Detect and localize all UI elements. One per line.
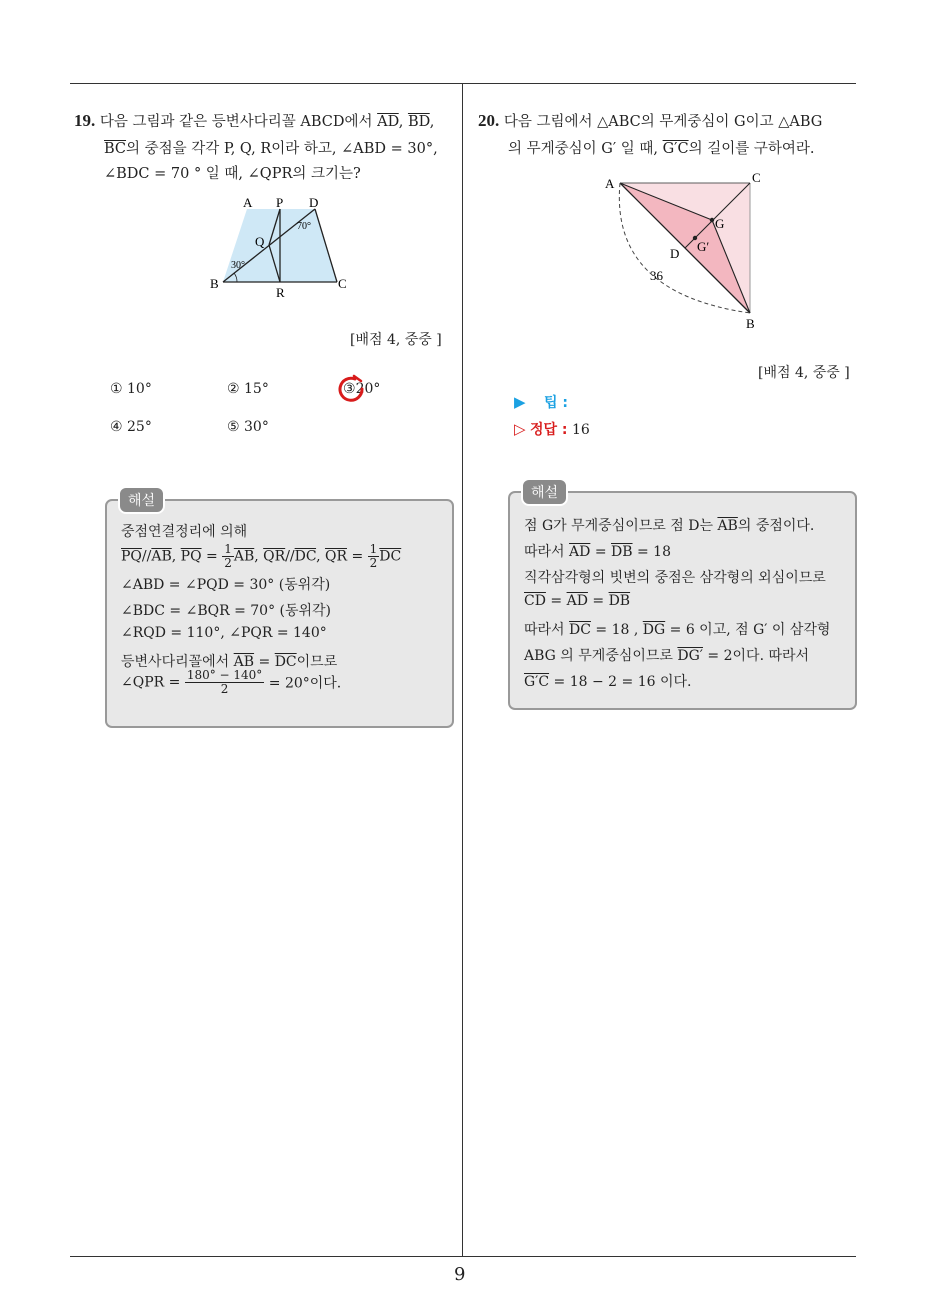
- tip-arrow-icon: ▶: [514, 393, 526, 411]
- label-length-36: 36: [650, 268, 663, 283]
- label-angle-30: 30°: [231, 260, 245, 271]
- label-b: B: [210, 276, 219, 291]
- q19-solution-box: 중점연결정리에 의해 $\overline{PQ}//\overline{AB}$, $\overline{PQ}$ = $\frac{1}{2}$ $\overline{AB}$, $\overline{QR}//\overline{DC}$, $\overline{QR}$ = $\frac{1}{2}$ $\overline{DC}$ ∠ABD = ∠PQD = 30° (동위각) ∠BDC = ∠BQR = 70° (동위각) ∠RQD = 110°, ∠PQR = 140° 등변사다리꼴에서 $\overline{AB} = \overline{DC}$이므로 ∠QPR = $\frac{180^\circ - 140^\circ}{2}$ = 20°이다.: [105, 499, 454, 728]
- q19-score: [배점 4, 중중 ]: [350, 332, 442, 348]
- q20-score: [배점 4, 중중 ]: [758, 365, 850, 381]
- q20-solution-tag: 해설: [521, 478, 568, 506]
- label-d: D: [670, 246, 680, 261]
- label-p: P: [276, 195, 284, 210]
- q20-number: 20.: [478, 111, 500, 130]
- label-d: D: [309, 195, 319, 210]
- choice-2[interactable]: ② 15°: [227, 381, 269, 397]
- label-q: Q: [255, 234, 265, 249]
- answer-arrow-icon: ▷: [514, 420, 526, 438]
- q20-triangle-figure: [600, 168, 775, 333]
- bottom-rule: [70, 1256, 856, 1257]
- q19-line1: 19. 다음 그림과 같은 등변사다리꼴 ABCD에서 $\overline{AD}$, $\overline{BD}$,: [74, 111, 435, 130]
- q20-tip: ▶ 팁 :: [514, 393, 568, 411]
- label-g-prime: G′: [697, 239, 710, 254]
- q20-solution-box: 점 G가 무게중심이므로 점 D는 $\overline{AB}$의 중점이다. 따라서 $\overline{AD} = \overline{DB} = 18$ 직각삼각형의 빗변의 중점은 삼각형의 외심이므로 $\overline{CD} = \overline{AD} = \overline{DB}$ 따라서 $\overline{DC} = 18$ , $\overline{DG} = 6$ 이고, 점 G′ 이 삼각형 ABG 의 무게중심이므로 DG′ = 2이다. 따라서 G′C = 18 − 2 = 16 이다.: [508, 491, 857, 710]
- q20-line1: 20. 다음 그림에서 △ABC의 무게중심이 G이고 △ABG: [478, 111, 823, 130]
- choice-3[interactable]: ③20°: [343, 381, 381, 397]
- choice-4[interactable]: ④ 25°: [110, 419, 152, 435]
- label-b: B: [746, 316, 755, 331]
- q19-line3: ∠BDC = 70 ° 일 때, ∠QPR의 크기는?: [104, 166, 361, 182]
- top-rule: [70, 83, 856, 84]
- label-a: A: [605, 176, 615, 191]
- label-a: A: [243, 195, 253, 210]
- choice-5[interactable]: ⑤ 30°: [227, 419, 269, 435]
- label-g: G: [715, 216, 725, 231]
- label-r: R: [276, 285, 285, 300]
- label-c: C: [752, 170, 761, 185]
- answer-mark-circle: [334, 372, 368, 406]
- label-angle-70: 70°: [297, 221, 311, 232]
- q19-trapezoid-figure: [205, 195, 365, 300]
- column-divider: [462, 83, 463, 1256]
- choice-1[interactable]: ① 10°: [110, 381, 152, 397]
- label-c: C: [338, 276, 347, 291]
- q19-number: 19.: [74, 111, 96, 130]
- q20-answer: ▷ 정답 : 16: [514, 420, 590, 438]
- q19-line2: $\overline{BC}$의 중점을 각각 P, Q, R이라 하고, ∠ABD = 30°,: [104, 141, 438, 157]
- page-number: 9: [454, 1264, 466, 1285]
- q19-solution-tag: 해설: [118, 486, 165, 514]
- q20-line2: 의 무게중심이 G′ 일 때, G′C의 길이를 구하여라.: [508, 141, 815, 157]
